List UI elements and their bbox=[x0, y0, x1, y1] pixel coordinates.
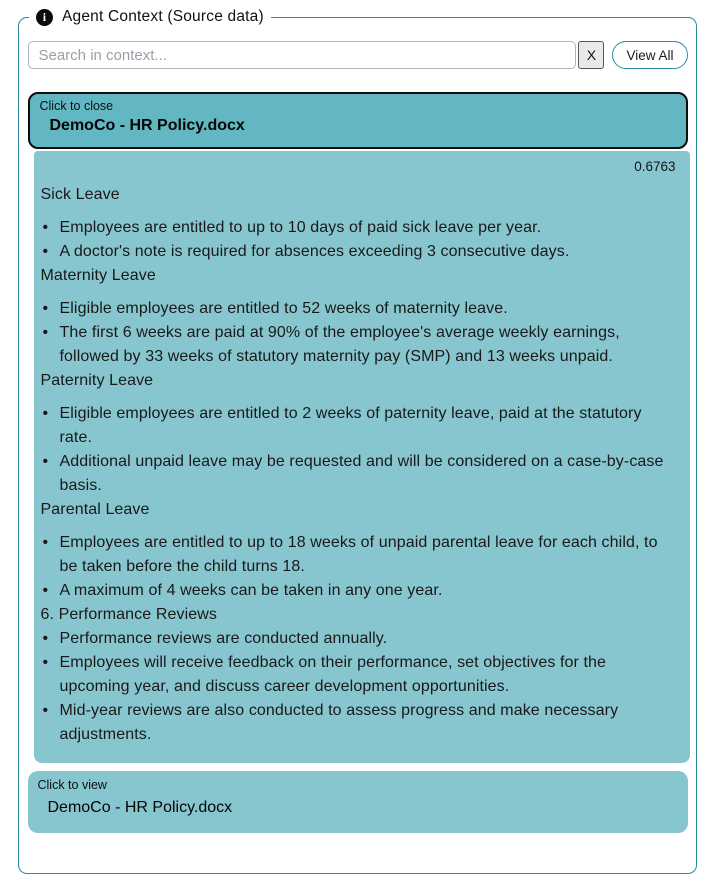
section-bullet-list bbox=[41, 216, 676, 264]
bullet-item: • A doctor's note is required for absences exceeding 3 consecutive days. bbox=[41, 240, 676, 264]
bullet-item: • Eligible employees are entitled to 52 weeks of maternity leave. bbox=[41, 297, 676, 321]
relevance-score: 0.6763 bbox=[634, 159, 676, 174]
bullet-item: • Eligible employees are entitled to 2 weeks of paternity leave, paid at the statutory rate. bbox=[41, 402, 676, 450]
section-bullet-list bbox=[41, 402, 676, 498]
section-heading: Paternity Leave bbox=[40, 372, 154, 389]
search-row bbox=[28, 41, 688, 69]
chunk-section bbox=[41, 603, 676, 747]
bullet-item: • Employees will receive feedback on their performance, set objectives for the upcoming year, and discuss career development opportunities. bbox=[41, 651, 676, 699]
source-card-open[interactable] bbox=[28, 92, 688, 149]
chunk-section bbox=[41, 498, 676, 603]
panel-legend bbox=[29, 8, 271, 26]
section-heading: 6. Performance Reviews bbox=[40, 606, 217, 623]
section-heading: Maternity Leave bbox=[40, 267, 156, 284]
bullet-item: • Employees are entitled to up to 10 days of paid sick leave per year. bbox=[41, 216, 676, 240]
section-heading: Parental Leave bbox=[40, 501, 150, 518]
chunk-content bbox=[41, 183, 676, 747]
section-bullet-list bbox=[41, 531, 676, 603]
info-icon: i bbox=[36, 9, 53, 26]
agent-context-panel bbox=[18, 8, 697, 874]
section-bullet-list bbox=[41, 627, 676, 747]
context-chunk-panel bbox=[34, 151, 690, 763]
bullet-item: • Additional unpaid leave may be requested and will be considered on a case-by-case basis. bbox=[41, 450, 676, 498]
bullet-item: • Employees are entitled to up to 18 weeks of unpaid parental leave for each child, to be taken before the child turns 18. bbox=[41, 531, 676, 579]
section-bullet-list bbox=[41, 297, 676, 369]
chunk-section bbox=[41, 264, 676, 369]
chunk-section bbox=[41, 369, 676, 498]
bullet-item: • Mid-year reviews are also conducted to assess progress and make necessary adjustments. bbox=[41, 699, 676, 747]
closed-card-title: DemoCo - HR Policy.docx bbox=[47, 799, 233, 816]
source-card-hint: Click to close bbox=[39, 99, 114, 113]
bullet-item: • The first 6 weeks are paid at 90% of the employee's average weekly earnings, followed by 33 weeks of statutory maternity pay (SMP) and 13 weeks unpaid. bbox=[41, 321, 676, 369]
closed-card-hint: Click to view bbox=[37, 778, 107, 792]
source-card-title: DemoCo - HR Policy.docx bbox=[49, 117, 245, 134]
view-all-button[interactable]: View All bbox=[612, 41, 687, 69]
clear-search-button[interactable]: X bbox=[578, 41, 604, 69]
section-heading: Sick Leave bbox=[40, 186, 120, 203]
search-input[interactable] bbox=[28, 41, 577, 69]
panel-title: Agent Context (Source data) bbox=[62, 8, 264, 25]
bullet-item: • Performance reviews are conducted annually. bbox=[41, 627, 676, 651]
chunk-section bbox=[41, 183, 676, 264]
bullet-item: • A maximum of 4 weeks can be taken in any one year. bbox=[41, 579, 676, 603]
